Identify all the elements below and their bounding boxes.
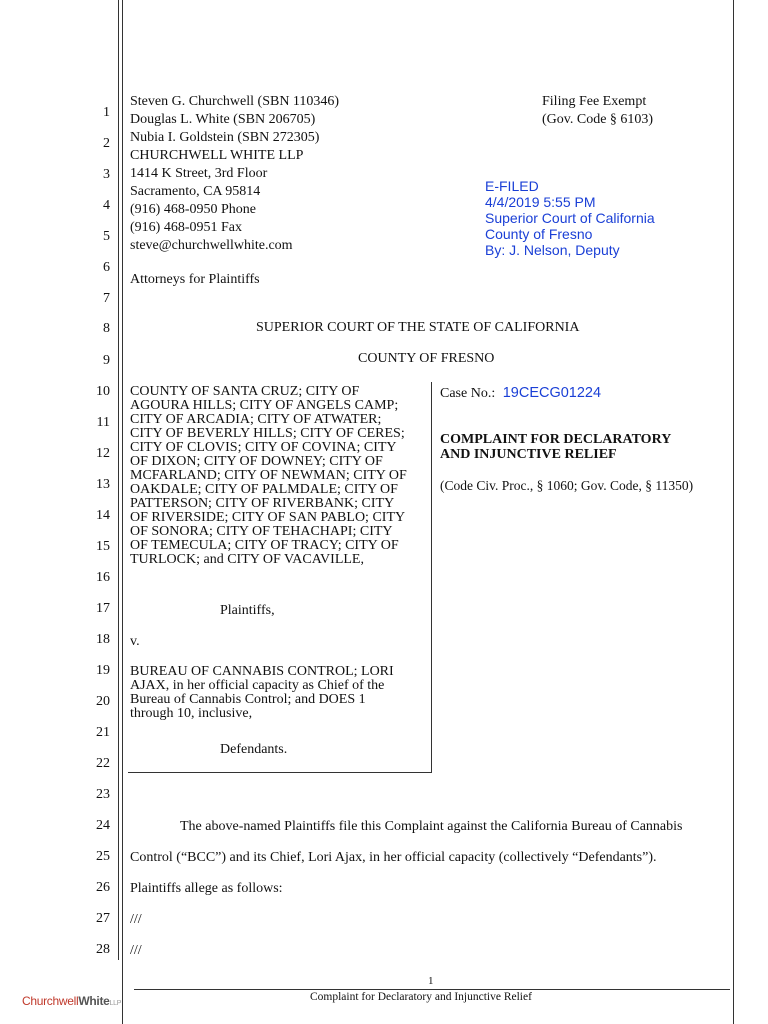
fee-exempt-line: (Gov. Code § 6103) xyxy=(542,112,654,127)
complaint-title-line: AND INJUNCTIVE RELIEF xyxy=(440,447,617,462)
attorney-block xyxy=(130,93,339,255)
line-number: 15 xyxy=(96,539,110,554)
court-county: COUNTY OF FRESNO xyxy=(358,351,495,366)
efiled-line: County of Fresno xyxy=(485,226,593,242)
code-citation: (Code Civ. Proc., § 1060; Gov. Code, § 11350) xyxy=(440,478,694,493)
right-margin-rule xyxy=(733,0,734,1024)
logo-text-part: Churchwell xyxy=(22,994,79,1008)
body-line-27: /// xyxy=(130,912,142,927)
logo-text-part: LLP xyxy=(109,1000,122,1007)
plaintiffs-line: COUNTY OF SANTA CRUZ; CITY OF xyxy=(130,384,360,399)
plaintiffs-line: OF DIXON; CITY OF DOWNEY; CITY OF xyxy=(130,454,383,469)
body-line-25: Control (“BCC”) and its Chief, Lori Ajax, in her official capacity (collectively “Defendants”). xyxy=(130,850,657,865)
line-number: 1 xyxy=(103,105,110,120)
left-margin-rule-inner xyxy=(122,0,123,1024)
plaintiffs-label: Plaintiffs, xyxy=(220,603,275,618)
logo-text-part: White xyxy=(78,994,110,1008)
phone: (916) 468-0950 Phone xyxy=(130,202,256,217)
plaintiffs-line: AGOURA HILLS; CITY OF ANGELS CAMP; xyxy=(130,398,399,413)
line-number: 16 xyxy=(96,570,110,585)
plaintiffs-line: OF SONORA; CITY OF TEHACHAPI; CITY xyxy=(130,524,393,539)
court-name: SUPERIOR COURT OF THE STATE OF CALIFORNIA xyxy=(256,320,580,335)
defendants-line: Bureau of Cannabis Control; and DOES 1 xyxy=(130,692,366,707)
plaintiffs-line: CITY OF BEVERLY HILLS; CITY OF CERES; xyxy=(130,426,405,441)
fax: (916) 468-0951 Fax xyxy=(130,220,242,235)
defendants-label: Defendants. xyxy=(220,742,288,757)
attorney-line: Steven G. Churchwell (SBN 110346) xyxy=(130,94,340,109)
line-number: 22 xyxy=(96,756,110,771)
plaintiffs-line: OF TEMECULA; CITY OF TRACY; CITY OF xyxy=(130,538,399,553)
email: steve@churchwellwhite.com xyxy=(130,238,293,253)
firm-name: CHURCHWELL WHITE LLP xyxy=(130,148,304,163)
line-number: 12 xyxy=(96,446,110,461)
complaint-title-line: COMPLAINT FOR DECLARATORY xyxy=(440,432,672,447)
case-number-label: Case No.: xyxy=(440,386,496,401)
defendants-line: AJAX, in her official capacity as Chief of the xyxy=(130,678,385,693)
attorneys-for: Attorneys for Plaintiffs xyxy=(130,272,260,287)
line-number: 11 xyxy=(96,415,110,430)
case-number: 19CECG01224 xyxy=(502,385,602,401)
line-number: 14 xyxy=(96,508,110,523)
efiled-line: Superior Court of California xyxy=(485,210,655,226)
plaintiffs-list xyxy=(130,385,407,567)
plaintiffs-line: PATTERSON; CITY OF RIVERBANK; CITY xyxy=(130,496,395,511)
line-number: 24 xyxy=(96,818,110,833)
defendants-line: BUREAU OF CANNABIS CONTROL; LORI xyxy=(130,664,394,679)
body-line-28: /// xyxy=(130,943,142,958)
case-number-row xyxy=(440,385,601,402)
line-number: 2 xyxy=(103,136,110,151)
firm-logo xyxy=(22,994,121,1008)
complaint-title xyxy=(440,432,671,462)
efiled-line: By: J. Nelson, Deputy xyxy=(485,242,620,258)
fee-exempt-line: Filing Fee Exempt xyxy=(542,94,647,109)
line-number: 9 xyxy=(103,353,110,368)
efiled-stamp xyxy=(485,178,655,258)
line-number: 5 xyxy=(103,229,110,244)
defendants-list xyxy=(130,665,394,721)
line-number: 23 xyxy=(96,787,110,802)
plaintiffs-line: CITY OF ARCADIA; CITY OF ATWATER; xyxy=(130,412,382,427)
plaintiffs-line: OF RIVERSIDE; CITY OF SAN PABLO; CITY xyxy=(130,510,406,525)
versus: v. xyxy=(130,634,140,649)
address-line: Sacramento, CA 95814 xyxy=(130,184,261,199)
line-number: 28 xyxy=(96,942,110,957)
footer-title: Complaint for Declaratory and Injunctive Relief xyxy=(310,991,532,1003)
plaintiffs-line: TURLOCK; and CITY OF VACAVILLE, xyxy=(130,552,364,567)
efiled-line: E-FILED xyxy=(485,178,539,194)
fee-exempt-block xyxy=(542,93,653,129)
line-number: 21 xyxy=(96,725,110,740)
line-number: 17 xyxy=(96,601,110,616)
attorney-line: Nubia I. Goldstein (SBN 272305) xyxy=(130,130,320,145)
body-line-24: The above-named Plaintiffs file this Complaint against the California Bureau of Cannabis xyxy=(180,819,683,834)
line-number: 7 xyxy=(103,291,110,306)
address-line: 1414 K Street, 3rd Floor xyxy=(130,166,268,181)
left-margin-rule-outer xyxy=(118,0,119,960)
line-number: 3 xyxy=(103,167,110,182)
defendants-line: through 10, inclusive, xyxy=(130,706,253,721)
body-line-26: Plaintiffs allege as follows: xyxy=(130,881,283,896)
line-number: 19 xyxy=(96,663,110,678)
plaintiffs-line: MCFARLAND; CITY OF NEWMAN; CITY OF xyxy=(130,468,407,483)
line-number: 20 xyxy=(96,694,110,709)
footer-rule xyxy=(134,989,730,990)
line-number: 6 xyxy=(103,260,110,275)
efiled-line: 4/4/2019 5:55 PM xyxy=(485,194,596,210)
line-number: 25 xyxy=(96,849,110,864)
line-number: 4 xyxy=(103,198,110,213)
page-number: 1 xyxy=(428,975,434,987)
line-number: 13 xyxy=(96,477,110,492)
plaintiffs-line: OAKDALE; CITY OF PALMDALE; CITY OF xyxy=(130,482,398,497)
line-number: 27 xyxy=(96,911,110,926)
plaintiffs-line: CITY OF CLOVIS; CITY OF COVINA; CITY xyxy=(130,440,397,455)
line-number: 26 xyxy=(96,880,110,895)
line-number: 8 xyxy=(103,321,110,336)
line-number: 10 xyxy=(96,384,110,399)
attorney-line: Douglas L. White (SBN 206705) xyxy=(130,112,316,127)
line-number: 18 xyxy=(96,632,110,647)
